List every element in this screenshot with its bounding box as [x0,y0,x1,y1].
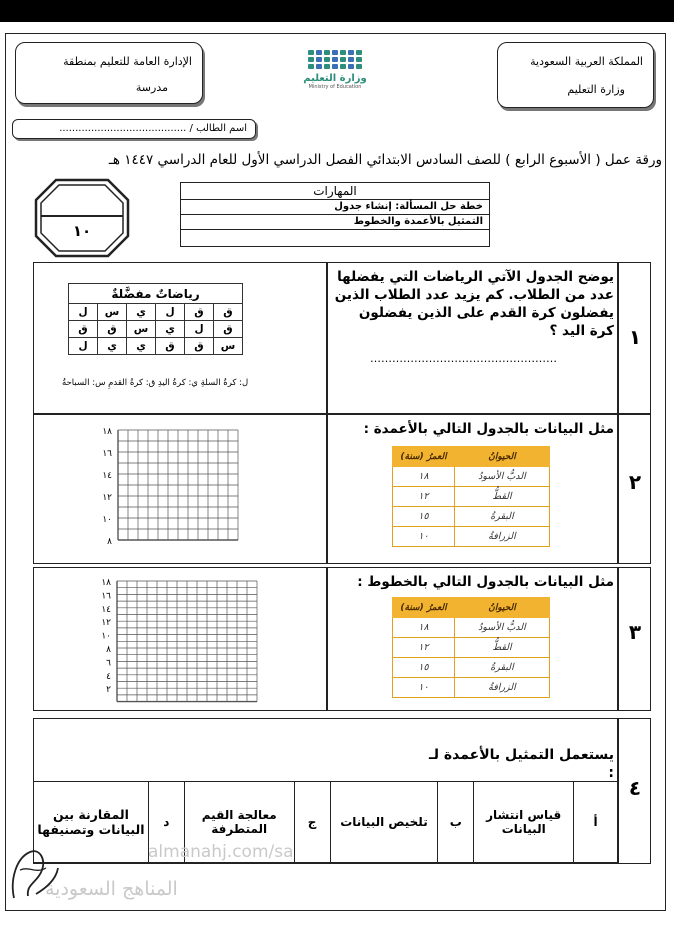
y-axis-label: ١٢ [101,618,111,629]
table-row [393,638,550,658]
watermark-site: almanahj.com/sa [148,842,294,862]
y-axis-label: ٦ [106,658,111,669]
logo-dot [308,57,314,62]
table-cell: ق [156,338,185,355]
table-cell: س [127,321,156,338]
logo-dot [348,64,354,69]
question-1-number: ١ [628,325,642,349]
question-3-number: ٣ [628,620,642,644]
logo-dot [324,57,330,62]
logo-arabic-text: وزارة التعليم [303,73,367,84]
option-b-text[interactable]: تلخيص البيانات [330,782,438,863]
table-row [393,678,550,698]
logo-dot [340,64,346,69]
table-row [393,618,550,638]
table-cell: الزرافةُ [455,527,550,547]
table-row [393,507,550,527]
table-row [69,338,243,355]
table-cell: ١٨ [393,618,455,638]
line-grid-svg[interactable] [95,575,260,703]
table-cell: القطُّ [455,638,550,658]
logo-dot [332,64,338,69]
table-cell: ل [156,304,185,321]
table-cell: ١٢ [393,487,455,507]
option-c-letter[interactable]: ج [294,782,330,863]
table-row [393,487,550,507]
table-row [393,467,550,487]
favorite-sports-title: رياضاتٌ مفضَّلةٌ [69,284,243,304]
option-b-letter[interactable]: ب [438,782,474,863]
table-cell: ١٢ [393,638,455,658]
bar-grid-svg[interactable] [80,424,240,546]
table-cell: القطُّ [455,487,550,507]
signature-icon [6,840,66,906]
question-3-divider [326,567,328,711]
skill-item [181,230,489,246]
country-name: المملكة العربية السعودية [530,55,643,68]
table-cell: ١٥ [393,507,455,527]
option-c-text[interactable]: معالجة القيم المتطرفة [184,782,294,863]
table-header: الحيوانُ [455,447,550,467]
skills-heading: المهارات [181,183,489,200]
header-left-box [15,42,203,104]
line-graph-grid[interactable] [95,575,260,703]
y-axis-label: ١٤ [102,471,112,481]
y-axis-label: ٤ [106,671,111,682]
options-row [33,781,618,863]
y-axis-label: ١٤ [101,604,111,615]
animal-table-q2 [392,446,550,547]
logo-dot [332,57,338,62]
question-2-text: مثل البيانات بالجدول التالي بالأعمدة : [363,421,614,437]
table-header: العمرُ (سنة) [393,598,455,618]
table-row [393,527,550,547]
table-cell: ق [98,321,127,338]
table-cell: الدبُّ الأسودُ [455,467,550,487]
logo-dot [340,57,346,62]
logo-dot [348,57,354,62]
logo-dot [324,50,330,55]
watermark-name: المناهج السعودية [45,878,178,900]
logo-dots-icon [300,50,370,69]
table-cell: ق [214,321,243,338]
question-1-divider [326,262,328,414]
option-d-text[interactable]: المقارنة بين البيانات وتصنيفها [34,782,149,863]
logo-english-text: Ministry of Education [308,84,362,90]
table-header: الحيوانُ [455,598,550,618]
question-2-number: ٢ [628,470,642,494]
skills-table [180,182,490,247]
table-cell: ١٠ [393,678,455,698]
table-cell: البقرةُ [455,507,550,527]
logo-dot [308,64,314,69]
y-axis-label: ١٦ [102,449,112,459]
bar-graph-grid[interactable] [80,424,240,546]
table-row [69,304,243,321]
y-axis-label: ١٢ [102,493,112,503]
table-cell: الدبُّ الأسودُ [455,618,550,638]
table-cell: س [98,304,127,321]
score-box [34,178,130,258]
table-cell: الزرافةُ [455,678,550,698]
table-header-row [393,598,550,618]
table-cell: ق [185,338,214,355]
question-3-text: مثل البيانات بالجدول التالي بالخطوط : [357,574,614,590]
logo-dot [316,50,322,55]
student-name-field[interactable]: اسم الطالب / ........................................ [12,119,256,139]
logo-dot [356,64,362,69]
logo-dot [324,64,330,69]
table-cell: ي [127,338,156,355]
table-cell: ١٠ [393,527,455,547]
header-right-box [497,42,654,108]
question-4-text: يستعمل التمثيل بالأعمدة لـ : [429,747,614,781]
logo-dot [316,64,322,69]
education-admin: الإدارة العامة للتعليم بمنطقة [63,55,192,68]
top-black-bar [0,0,674,22]
y-axis-label: ١٦ [101,591,111,602]
y-axis-label: ١٠ [102,515,112,525]
logo-dot [348,50,354,55]
question-1-text: يوضح الجدول الآتي الرياضات التي يفضلها عدد من الطلاب. كم يزيد عدد الطلاب الذين يفضلون كرة القدم على الذين يفضلون كرة اليد ؟ [334,269,614,339]
table-cell: ل [185,321,214,338]
school-name: مدرسة [135,81,168,94]
question-4-number: ٤ [628,776,642,800]
skill-item: التمثيل بالأعمدة والخطوط [181,215,489,230]
ministry-name: وزارة التعليم [567,83,625,96]
table-cell: ق [214,304,243,321]
y-axis-label: ١٨ [101,578,111,588]
logo-dot [308,50,314,55]
table-cell: س [214,338,243,355]
logo-dot [316,57,322,62]
table-header-row [393,447,550,467]
logo-dot [356,50,362,55]
table-cell: ل [69,304,98,321]
option-d-letter[interactable]: د [148,782,184,863]
table-row [69,321,243,338]
y-axis-label: ٨ [106,645,111,655]
table-cell: ي [156,321,185,338]
table-cell: ق [69,321,98,338]
sports-legend: ل: كرةُ السلةِ ي: كرةُ اليدِ ق: كرةُ القدمِ س: السباحةُ [62,378,249,388]
table-cell: ي [98,338,127,355]
skill-item: خطة حل المسألة: إنشاء جدول [181,200,489,215]
table-cell: ل [69,338,98,355]
logo-dot [332,50,338,55]
table-header: العمرُ (سنة) [393,447,455,467]
table-cell: البقرةُ [455,658,550,678]
y-axis-label: ١٨ [102,427,112,437]
y-axis-label: ٢ [106,685,111,696]
option-a-text[interactable]: قياس انتشار البيانات [474,782,574,863]
table-row [393,658,550,678]
score-total: ١٠ [72,222,92,240]
worksheet-title: ورقة عمل ( الأسبوع الرابع ) للصف السادس الابتدائي الفصل الدراسي الأول للعام الدراسي ١٤٤٧ هـ [108,152,662,168]
logo-dot [340,50,346,55]
favorite-sports-table [68,283,243,355]
animal-table-q3 [392,597,550,698]
table-cell: ١٥ [393,658,455,678]
octagon-frame [34,178,130,258]
ministry-logo [300,50,370,100]
y-axis-label: ١٠ [101,631,111,642]
question-1-answer-line[interactable]: …………………………………………… [370,352,557,365]
table-cell: ق [185,304,214,321]
option-a-letter[interactable]: أ [574,782,618,863]
table-cell: ي [127,304,156,321]
signature-stamp [6,840,66,906]
y-axis-label: ٨ [107,537,112,546]
table-cell: ١٨ [393,467,455,487]
question-2-divider [326,414,328,564]
logo-dot [356,57,362,62]
